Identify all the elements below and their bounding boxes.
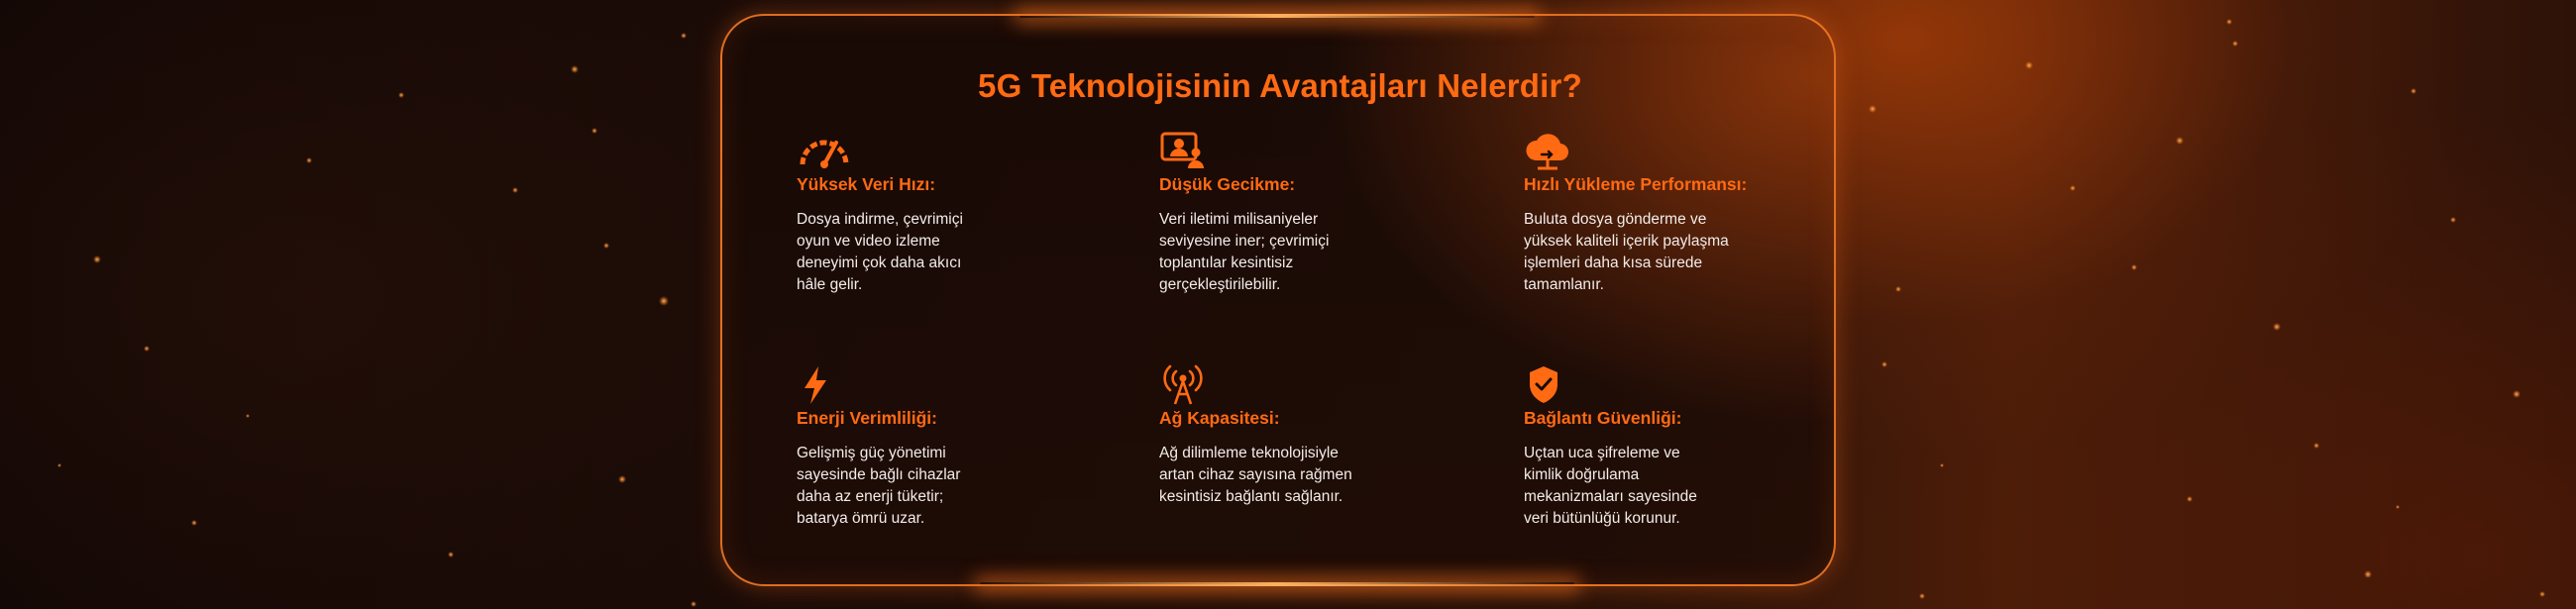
speedometer-icon: [797, 131, 856, 170]
antenna-tower-icon: [1159, 364, 1219, 404]
feature-title: Hızlı Yükleme Performansı:: [1524, 174, 1748, 194]
feature-connection-security: [1524, 364, 1781, 530]
feature-low-latency: [1159, 131, 1417, 296]
feature-description: Uçtan uca şifreleme ve kimlik doğrulama mekanizmaları sayesinde veri bütünlüğü korunur.: [1524, 445, 1697, 527]
feature-description: Ağ dilimleme teknolojisiyle artan cihaz sayısına rağmen kesintisiz bağlantı sağlanır.: [1159, 445, 1352, 505]
page-title: 5G Teknolojisinin Avantajları Nelerdir?: [978, 67, 1582, 104]
lightning-icon: [797, 364, 856, 404]
feature-title: Yüksek Veri Hızı:: [797, 174, 936, 194]
shield-check-icon: [1524, 364, 1583, 404]
feature-network-capacity: [1159, 364, 1417, 508]
video-call-icon: [1159, 131, 1219, 170]
feature-description: Dosya indirme, çevrimiçi oyun ve video izleme deneyimi çok daha akıcı hâle gelir.: [797, 211, 963, 293]
card-glow-bottom: [980, 582, 1574, 586]
feature-title: Enerji Verimliliği:: [797, 408, 937, 428]
feature-description: Veri iletimi milisaniyeler seviyesine iner; çevrimiçi toplantılar kesintisiz gerçekleştirilebilir.: [1159, 211, 1330, 293]
feature-title: Düşük Gecikme:: [1159, 174, 1296, 194]
info-card: [720, 14, 1836, 586]
feature-description: Gelişmiş güç yönetimi sayesinde bağlı cihazlar daha az enerji tüketir; batarya ömrü uzar.: [797, 445, 961, 527]
cloud-upload-icon: [1524, 131, 1583, 170]
card-glow-top: [1020, 14, 1535, 18]
feature-high-data-speed: [797, 131, 1054, 296]
feature-fast-upload: [1524, 131, 1781, 296]
feature-energy-efficiency: [797, 364, 1054, 530]
feature-description: Buluta dosya gönderme ve yüksek kaliteli içerik paylaşma işlemleri daha kısa sürede tamamlanır.: [1524, 211, 1729, 293]
feature-title: Bağlantı Güvenliği:: [1524, 408, 1682, 428]
feature-title: Ağ Kapasitesi:: [1159, 408, 1280, 428]
